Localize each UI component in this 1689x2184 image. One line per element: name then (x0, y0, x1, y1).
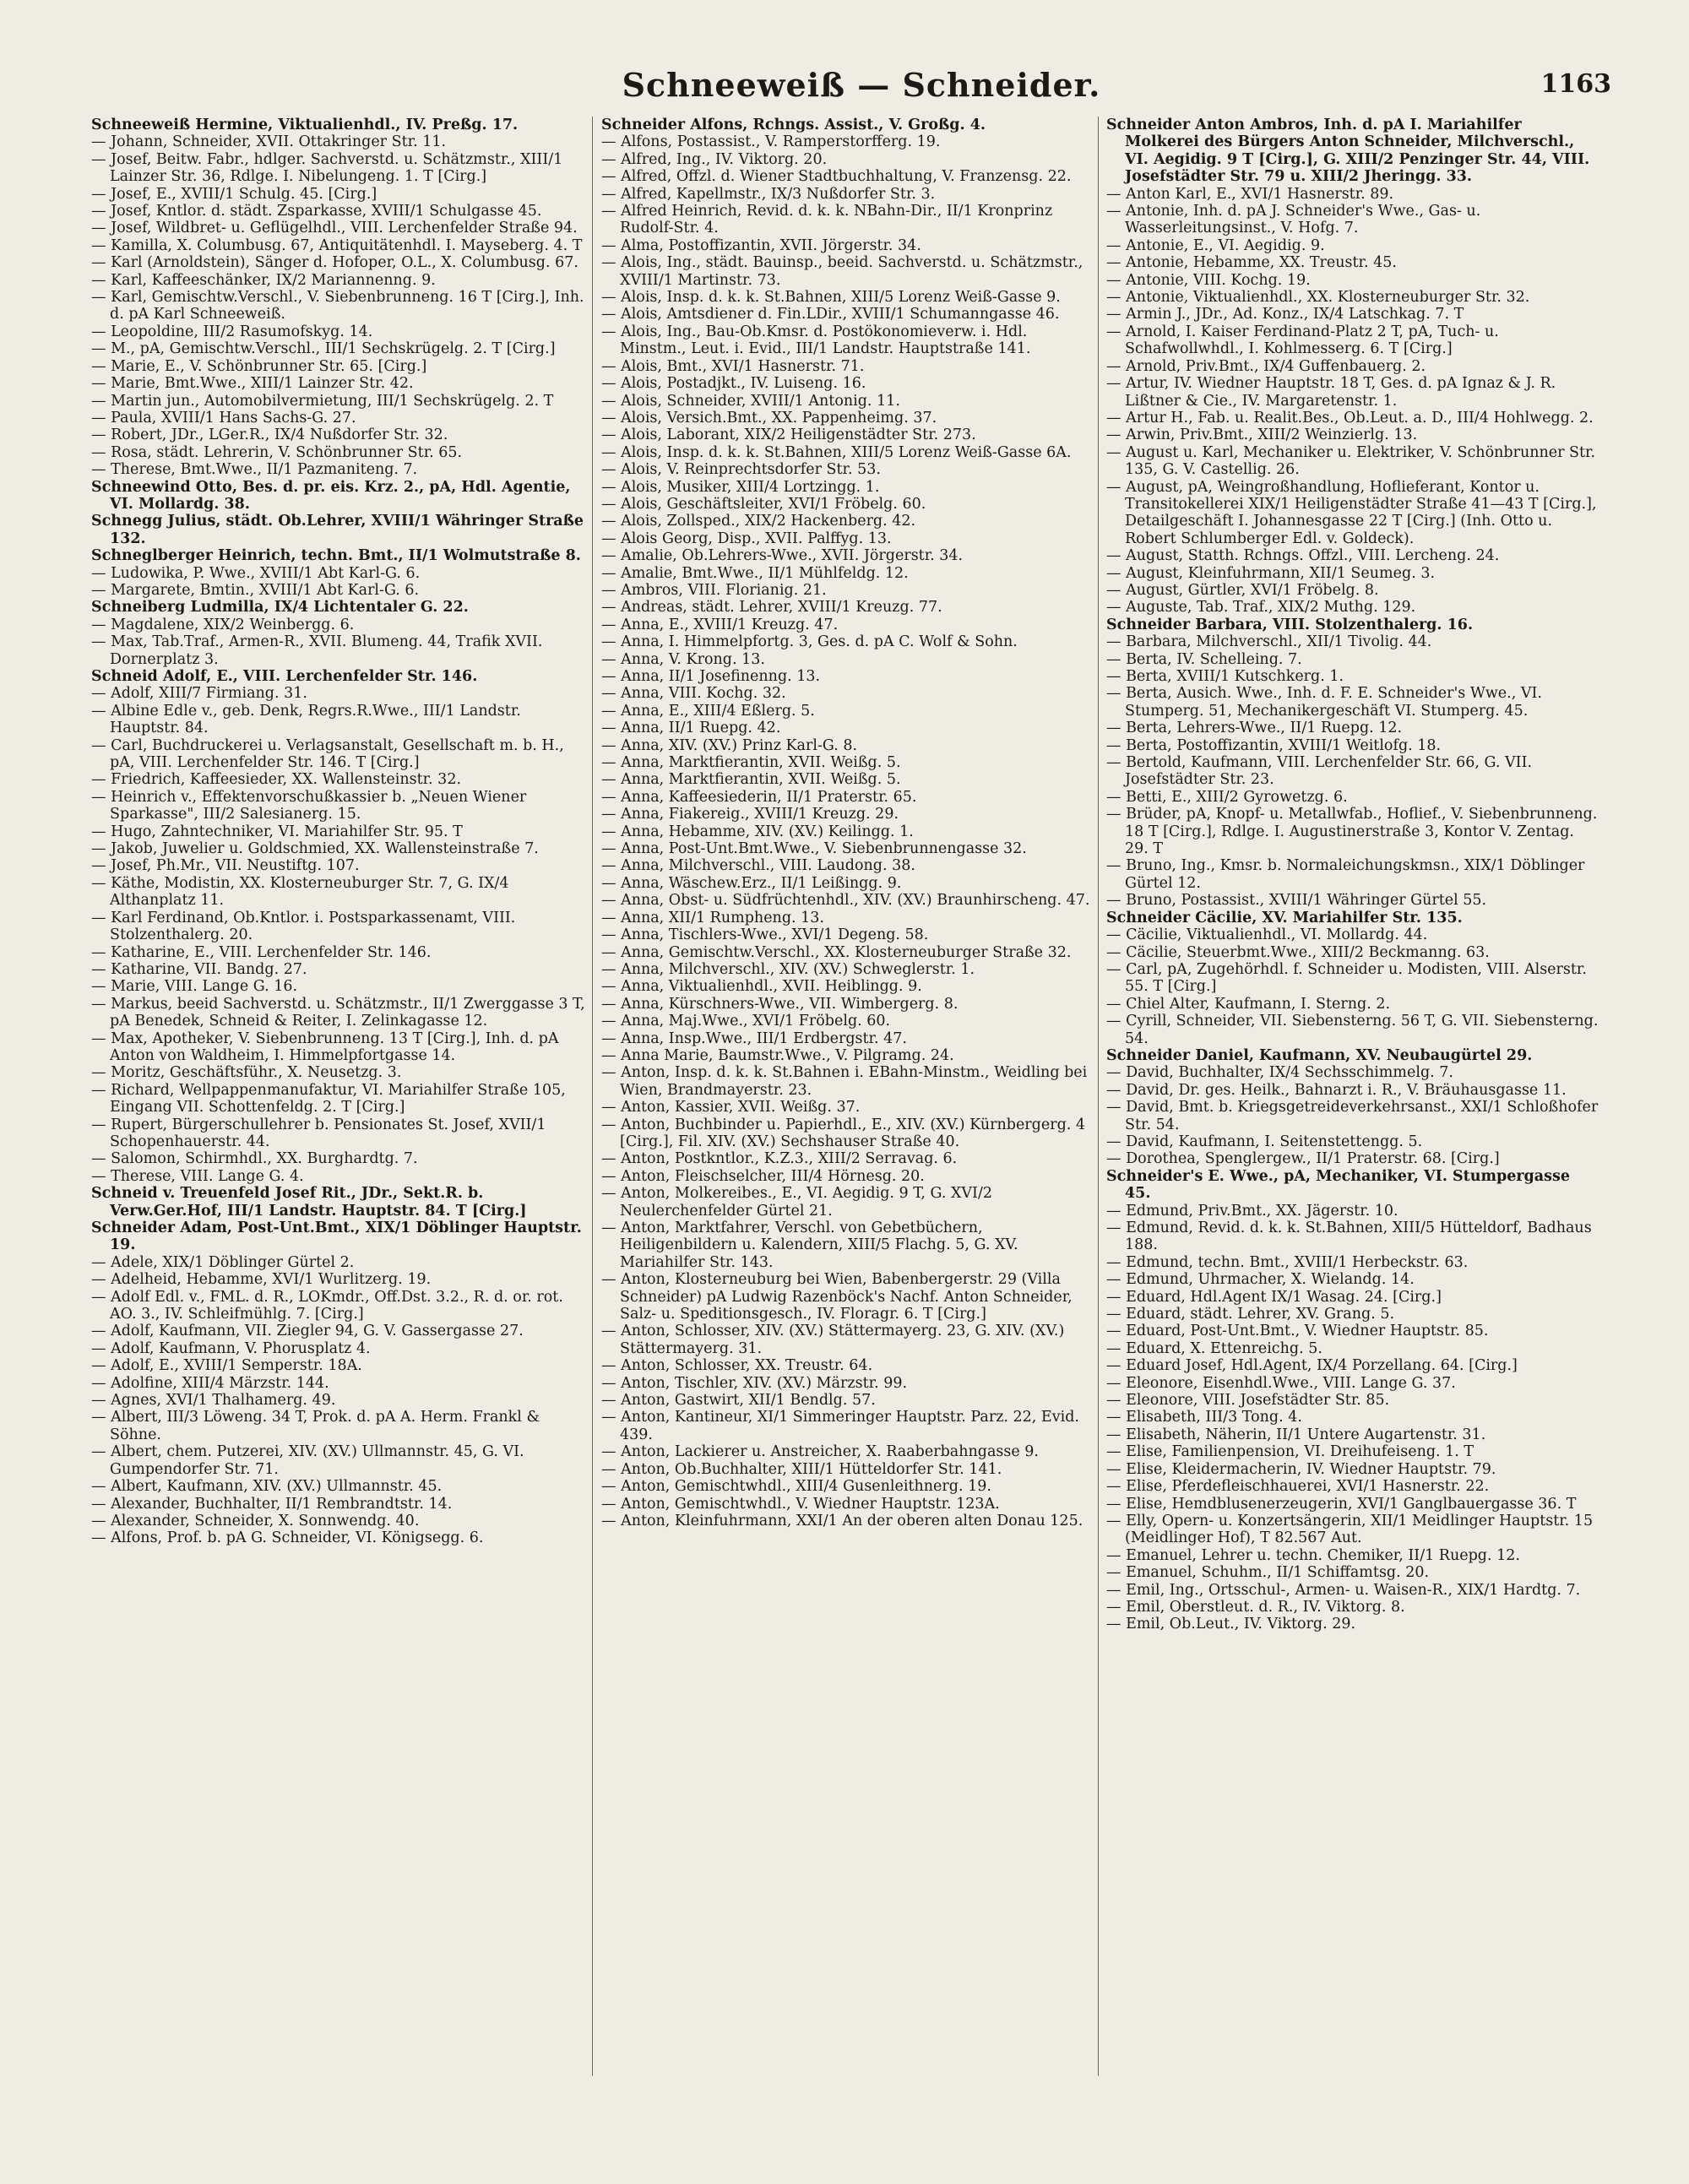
directory-entry: — Martin jun., Automobilvermietung, III/1 Sechskrügelg. 2. T (91, 392, 554, 410)
directory-entry: — Amalie, Ob.Lehrers-Wwe., XVII. Jörgerstr. 34. (601, 547, 964, 565)
directory-entry: — Artur H., Fab. u. Realit.Bes., Ob.Leut. a. D., III/4 Hohlwegg. 2. (1106, 409, 1594, 426)
directory-entry: — Antonie, Hebamme, XX. Treustr. 45. (1106, 254, 1397, 272)
directory-entry: — Anton, Postkntlor., K.Z.3., XIII/2 Serravag. 6. (601, 1150, 958, 1168)
directory-entry: — Alois, Bmt., XVI/1 Hasnerstr. 71. (601, 357, 865, 375)
directory-entry: — Elly, Opern- u. Konzertsängerin, XII/1 Meidlinger Hauptstr. 15 (Meidlinger Hof), T 82.567 Aut. (1106, 1512, 1594, 1547)
directory-entry: — Salomon, Schirmhdl., XX. Burghardtg. 7. (91, 1150, 418, 1168)
directory-entry: — Bertold, Kaufmann, VIII. Lerchenfelder Str. 66, G. VII. Josefstädter Str. 23. (1106, 754, 1533, 789)
directory-entry: — Anna Marie, Baumstr.Wwe., V. Pilgramg. 24. (601, 1046, 954, 1064)
directory-heading-entry: Schneider's E. Wwe., pA, Mechaniker, VI. Stumpergasse 45. (1106, 1167, 1570, 1203)
directory-heading-entry: Schnegg Julius, städt. Ob.Lehrer, XVIII/1 Währinger Straße 132. (91, 513, 584, 547)
directory-entry: — Adolf Edl. v., FML. d. R., LOKmdr., Off.Dst. 3.2., R. d. or. rot. AO. 3., IV. Schleifmühlg. 7. [Cirg.] (91, 1288, 563, 1323)
column-divider (592, 117, 593, 2076)
directory-entry: — Alois Georg, Disp., XVII. Palffyg. 13. (601, 530, 892, 547)
directory-entry: — Max, Apotheker, V. Siebenbrunneng. 13 T [Cirg.], Inh. d. pA Anton von Waldheim, I. Himmelpfortgasse 14. (91, 1030, 559, 1064)
directory-entry: — Carl, Buchdruckerei u. Verlagsanstalt, Gesellschaft m. b. H., pA, VIII. Lerchenfelder Str. 146. T [Cirg.] (91, 736, 564, 772)
directory-entry: — Anna, Marktfierantin, XVII. Weißg. 5. (601, 754, 901, 772)
directory-entry: — Hugo, Zahntechniker, VI. Mariahilfer Str. 95. T (91, 823, 463, 840)
directory-heading-entry: Schneewind Otto, Bes. d. pr. eis. Krz. 2., pA, Hdl. Agentie, VI. Mollardg. 38. (91, 478, 571, 513)
directory-entry: — Karl, Gemischtw.Verschl., V. Siebenbrunneng. 16 T [Cirg.], Inh. d. pA Karl Schneeweiß. (91, 289, 584, 323)
directory-entry: — Katharine, E., VIII. Lerchenfelder Str. 146. (91, 943, 432, 961)
directory-entry: — Alois, Schneider, XVIII/1 Antonig. 11. (601, 392, 900, 410)
directory-entry: — Adolf, XIII/7 Firmiang. 31. (91, 685, 307, 703)
column-divider (1098, 117, 1099, 2076)
directory-entry: — Alois, Ing., städt. Bauinsp., beeid. Sachverstd. u. Schätzmstr., XVIII/1 Martinstr. 73. (601, 254, 1083, 289)
directory-entry: — Friedrich, Kaffeesieder, XX. Wallensteinstr. 32. (91, 771, 462, 789)
directory-entry: — David, Bmt. b. Kriegsgetreideverkehrsanst., XXI/1 Schloßhofer Str. 54. (1106, 1099, 1599, 1133)
directory-entry: — Anna, Milchverschl., VIII. Laudong. 38. (601, 857, 915, 875)
directory-entry: — Karl (Arnoldstein), Sänger d. Hofoper, O.L., X. Columbusg. 67. (91, 254, 578, 272)
directory-entry: — Josef, Beitw. Fabr., hdlger. Sachverstd. u. Schätzmstr., XIII/1 Lainzer Str. 36, Rdlge. I. Nibelungeng. 1. T [Cirg.] (91, 150, 563, 186)
directory-entry: — Robert, JDr., LGer.R., IX/4 Nußdorfer Str. 32. (91, 426, 448, 444)
directory-entry: — Anton, Kantineur, XI/1 Simmeringer Hauptstr. Parz. 22, Evid. 439. (601, 1409, 1079, 1443)
directory-entry: — Cyrill, Schneider, VII. Siebensterng. 56 T, G. VII. Siebensterng. 54. (1106, 1013, 1599, 1047)
directory-entry: — Elise, Pferdefleischhauerei, XVI/1 Hasnerstr. 22. (1106, 1478, 1490, 1496)
directory-entry: — Chiel Alter, Kaufmann, I. Sterng. 2. (1106, 995, 1391, 1013)
directory-entry: — Anton, Insp. d. k. k. St.Bahnen i. EBahn-Minstm., Weidling bei Wien, Brandmayerstr. 23. (601, 1064, 1088, 1099)
directory-entry: — Adolf, Kaufmann, VII. Ziegler 94, G. V. Gassergasse 27. (91, 1323, 524, 1340)
directory-entry: — Magdalene, XIX/2 Weinbergg. 6. (91, 616, 355, 633)
directory-entry: — Anton, Schlosser, XX. Treustr. 64. (601, 1357, 873, 1375)
directory-entry: — August, Gürtler, XVI/1 Fröbelg. 8. (1106, 581, 1379, 599)
directory-entry: — Anna, XIV. (XV.) Prinz Karl-G. 8. (601, 736, 858, 754)
directory-entry: — Anna, Kürschners-Wwe., VII. Wimbergerg. 8. (601, 995, 959, 1013)
directory-entry: — Elise, Hemdblusenerzeugerin, XVI/1 Ganglbauergasse 36. T (1106, 1495, 1577, 1513)
directory-entry: — Arnold, I. Kaiser Ferdinand-Platz 2 T, pA, Tuch- u. Schafwollwhdl., I. Kohlmesserg. 6. T [Cirg.] (1106, 323, 1499, 358)
directory-entry: — Adelheid, Hebamme, XVI/1 Wurlitzerg. 19. (91, 1271, 432, 1289)
directory-entry: — Armin J., JDr., Ad. Konz., IX/4 Latschkag. 7. T (1106, 306, 1464, 323)
directory-entry: — Anton, Tischler, XIV. (XV.) Märzstr. 99. (601, 1374, 908, 1392)
directory-entry: — Johann, Schneider, XVII. Ottakringer Str. 11. (91, 133, 447, 151)
directory-entry: — Anton, Buchbinder u. Papierhdl., E., XIV. (XV.) Kürnbergerg. 4 [Cirg.], Fil. XIV. (XV.) Sechshauser Straße 40. (601, 1116, 1086, 1150)
directory-entry: — Anna, Hebamme, XIV. (XV.) Keilingg. 1. (601, 823, 914, 840)
directory-column-3 (1106, 117, 1600, 2084)
directory-entry: — Anton Karl, E., XVI/1 Hasnerstr. 89. (1106, 185, 1394, 203)
directory-entry: — Marie, VIII. Lange G. 16. (91, 978, 298, 996)
directory-entry: — Auguste, Tab. Traf., XIX/2 Muthg. 129. (1106, 599, 1416, 617)
directory-entry: — Anton, Gemischtwhdl., XIII/4 Gusenleithnerg. 19. (601, 1478, 991, 1496)
directory-heading-entry: Schneider Adam, Post-Unt.Bmt., XIX/1 Döblinger Hauptstr. 19. (91, 1220, 582, 1254)
directory-entry: — Rosa, städt. Lehrerin, V. Schönbrunner Str. 65. (91, 443, 463, 461)
directory-entry: — Andreas, städt. Lehrer, XVIII/1 Kreuzg. 77. (601, 599, 942, 617)
directory-entry: — Ambros, VIII. Florianig. 21. (601, 581, 827, 599)
directory-entry: — Berta, Lehrers-Wwe., II/1 Ruepg. 12. (1106, 720, 1403, 737)
directory-entry: — Alfred Heinrich, Revid. d. k. k. NBahn-Dir., II/1 Kronprinz Rudolf-Str. 4. (601, 203, 1053, 237)
directory-entry: — Antonie, Inh. d. pA J. Schneider's Wwe., Gas- u. Wasserleitungsinst., V. Hofg. 7. (1106, 203, 1481, 237)
directory-entry: — Heinrich v., Effektenvorschußkassier b. „Neuen Wiener Sparkasse", III/2 Salesianerg. 15. (91, 788, 527, 823)
directory-entry: — Amalie, Bmt.Wwe., II/1 Mühlfeldg. 12. (601, 564, 909, 582)
directory-entry: — Cäcilie, Viktualienhdl., VI. Mollardg. 44. (1106, 926, 1428, 944)
directory-entry: — August, Statth. Rchngs. Offzl., VIII. Lercheng. 24. (1106, 547, 1500, 565)
directory-entry: — Anna, E., XIII/4 Eßlerg. 5. (601, 702, 815, 720)
directory-entry: — M., pA, Gemischtw.Verschl., III/1 Sechskrügelg. 2. T [Cirg.] (91, 340, 556, 358)
directory-entry: — Emanuel, Schuhm., II/1 Schiffamtsg. 20. (1106, 1564, 1430, 1582)
directory-entry: — Therese, VIII. Lange G. 4. (91, 1167, 304, 1185)
directory-entry: — Rupert, Bürgerschullehrer b. Pensionates St. Josef, XVII/1 Schopenhauerstr. 44. (91, 1116, 546, 1150)
directory-entry: — David, Dr. ges. Heilk., Bahnarzt i. R., V. Bräuhausgasse 11. (1106, 1081, 1567, 1099)
page-number: 1163 (1540, 69, 1611, 99)
directory-entry: — Max, Tab.Traf., Armen-R., XVII. Blumeng. 44, Trafik XVII. Dornerplatz 3. (91, 633, 543, 668)
directory-column-2 (601, 117, 1095, 2084)
directory-column-1 (91, 117, 585, 2084)
directory-entry: — Antonie, Viktualienhdl., XX. Klosterneuburger Str. 32. (1106, 289, 1530, 307)
directory-entry: — Alfred, Kapellmstr., IX/3 Nußdorfer Str. 3. (601, 185, 936, 203)
directory-entry: — Anna, XII/1 Rumpheng. 13. (601, 909, 824, 926)
directory-entry: — Alma, Postoffizantin, XVII. Jörgerstr. 34. (601, 236, 921, 254)
directory-entry: — Alexander, Buchhalter, II/1 Rembrandtstr. 14. (91, 1495, 453, 1513)
directory-entry: — Agnes, XVI/1 Thalhamerg. 49. (91, 1392, 336, 1410)
directory-entry: — David, Kaufmann, I. Seitenstettengg. 5. (1106, 1133, 1423, 1150)
directory-entry: — Alois, Insp. d. k. k. St.Bahnen, XIII/5 Lorenz Weiß-Gasse 6A. (601, 443, 1072, 461)
directory-entry: — Emil, Ing., Ortsschul-, Armen- u. Waisen-R., XIX/1 Hardtg. 7. (1106, 1581, 1581, 1599)
directory-entry: — Emil, Ob.Leut., IV. Viktorg. 29. (1106, 1616, 1356, 1633)
directory-entry: — Adolfine, XIII/4 Märzstr. 144. (91, 1374, 329, 1392)
directory-entry: — Josef, Kntlor. d. städt. Zsparkasse, XVIII/1 Schulgasse 45. (91, 203, 542, 220)
directory-entry: — Berta, XVIII/1 Kutschkerg. 1. (1106, 668, 1344, 685)
directory-entry: — Brüder, pA, Knopf- u. Metallwfab., Hoflief., V. Siebenbrunneng. 18 T [Cirg.], Rdlge. I. Augustinerstraße 3, Kontor V. Zentag. 29. T (1106, 806, 1598, 858)
directory-entry: — Paula, XVIII/1 Hans Sachs-G. 27. (91, 409, 356, 426)
directory-entry: — Markus, beeid Sachverstd. u. Schätzmstr., II/1 Zwerggasse 3 T, pA Benedek, Schneid & Reiter, I. Zelinkagasse 12. (91, 995, 585, 1030)
page-header (93, 66, 1630, 108)
directory-entry: — Eduard Josef, Hdl.Agent, IX/4 Porzellang. 64. [Cirg.] (1106, 1357, 1518, 1375)
directory-entry: — Katharine, VII. Bandg. 27. (91, 960, 307, 978)
directory-entry: — Bruno, Ing., Kmsr. b. Normaleichungskmsn., XIX/1 Döblinger Gürtel 12. (1106, 857, 1585, 892)
directory-entry: — Anna, Milchverschl., XIV. (XV.) Schweglerstr. 1. (601, 960, 975, 978)
directory-entry: — Anna, Maj.Wwe., XVI/1 Fröbelg. 60. (601, 1013, 891, 1030)
directory-entry: — Edmund, Revid. d. k. k. St.Bahnen, XIII/5 Hütteldorf, Badhaus 188. (1106, 1220, 1592, 1254)
directory-heading-entry: Schneider Alfons, Rchngs. Assist., V. Großg. 4. (601, 117, 986, 133)
directory-entry: — Anna, Viktualienhdl., XVII. Heiblingg. 9. (601, 978, 922, 996)
directory-heading-entry: Schneid v. Treuenfeld Josef Rit., JDr., Sekt.R. b. Verw.Ger.Hof, III/1 Landstr. Hauptstr. 84. T [Cirg.] (91, 1185, 527, 1220)
directory-entry: — Anna, Tischlers-Wwe., XVI/1 Degeng. 58. (601, 926, 929, 944)
directory-entry: — Alois, Versich.Bmt., XX. Pappenheimg. 37. (601, 409, 937, 426)
directory-entry: — Marie, Bmt.Wwe., XIII/1 Lainzer Str. 42. (91, 375, 414, 393)
directory-entry: — Anton, Gemischtwhdl., V. Wiedner Hauptstr. 123A. (601, 1495, 1000, 1513)
directory-entry: — Margarete, Bmtin., XVIII/1 Abt Karl-G. 6. (91, 581, 420, 599)
directory-entry: — Anna, Obst- u. Südfrüchtenhdl., XIV. (XV.) Braunhirscheng. 47. (601, 892, 1090, 910)
directory-entry: — Anna, Gemischtw.Verschl., XX. Klosterneuburger Straße 32. (601, 943, 1072, 961)
directory-entry: — August u. Karl, Mechaniker u. Elektriker, V. Schönbrunner Str. 135, G. V. Castellig. 26. (1106, 443, 1596, 479)
directory-entry: — Anton, Marktfahrer, Verschl. von Gebetbüchern, Heiligenbildern u. Kalendern, XIII/5 Flachg. 5, G. XV. Mariahilfer Str. 143. (601, 1220, 1018, 1271)
directory-entry: — Emil, Oberstleut. d. R., IV. Viktorg. 8. (1106, 1598, 1405, 1616)
directory-entry: — Anna, Insp.Wwe., III/1 Erdbergstr. 47. (601, 1030, 907, 1047)
directory-entry: — Alois, Zollsped., XIX/2 Hackenberg. 42. (601, 513, 916, 530)
directory-entry: — Albert, III/3 Löweng. 34 T, Prok. d. pA A. Herm. Frankl & Söhne. (91, 1409, 540, 1443)
directory-entry: — Eleonore, Eisenhdl.Wwe., VIII. Lange G. 37. (1106, 1374, 1456, 1392)
directory-entry: — Antonie, VIII. Kochg. 19. (1106, 271, 1311, 289)
directory-entry: — Anton, Ob.Buchhalter, XIII/1 Hütteldorfer Str. 141. (601, 1460, 1002, 1478)
directory-entry: — Barbara, Milchverschl., XII/1 Tivolig. 44. (1106, 633, 1432, 651)
directory-entry: — Cäcilie, Steuerbmt.Wwe., XIII/2 Beckmanng. 63. (1106, 943, 1490, 961)
directory-entry: — Alois, Laborant, XIX/2 Heiligenstädter Str. 273. (601, 426, 976, 444)
directory-heading-entry: Schneider Anton Ambros, Inh. d. pA I. Mariahilfer Molkerei des Bürgers Anton Schneider, Milchverschl., VI. Aegidig. 9 T [Cirg.], G. XIII/2 Penzinger Str. 44, VIII. Josefstädter Str. 79 u. XIII/2 Jheringg. 33. (1106, 117, 1590, 186)
directory-heading-entry: Schneid Adolf, E., VIII. Lerchenfelder Str. 146. (91, 668, 478, 685)
directory-entry: — Moritz, Geschäftsführ., X. Neusetzg. 3. (91, 1064, 402, 1082)
directory-entry: — Adolf, Kaufmann, V. Phorusplatz 4. (91, 1339, 371, 1357)
directory-heading-entry: Schneiberg Ludmilla, IX/4 Lichtentaler G. 22. (91, 599, 469, 617)
directory-entry: — Anna, E., XVIII/1 Kreuzg. 47. (601, 616, 839, 633)
directory-entry: — Alois, Postadjkt., IV. Luiseng. 16. (601, 375, 866, 393)
directory-entry: — Artur, IV. Wiedner Hauptstr. 18 T, Ges. d. pA Ignaz & J. R. Lißtner & Cie., IV. Margaretenstr. 1. (1106, 375, 1556, 410)
directory-entry: — Josef, Ph.Mr., VII. Neustiftg. 107. (91, 857, 360, 875)
directory-heading-entry: Schneglberger Heinrich, techn. Bmt., II/1 Wolmutstraße 8. (91, 547, 581, 565)
directory-heading-entry: Schneider Daniel, Kaufmann, XV. Neubaugürtel 29. (1106, 1046, 1533, 1064)
directory-entry: — Anton, Molkereibes., E., VI. Aegidig. 9 T, G. XVI/2 Neulerchenfelder Gürtel 21. (601, 1185, 992, 1220)
directory-entry: — Leopoldine, III/2 Rasumofskyg. 14. (91, 323, 373, 340)
directory-entry: — Anna, I. Himmelpfortg. 3, Ges. d. pA C. Wolf & Sohn. (601, 633, 1018, 651)
directory-entry: — Alois, Geschäftsleiter, XVI/1 Fröbelg. 60. (601, 495, 926, 513)
directory-entry: — Dorothea, Spenglergew., II/1 Praterstr. 68. [Cirg.] (1106, 1150, 1500, 1168)
directory-entry: — Karl, Kaffeeschänker, IX/2 Mariannenng. 9. (91, 271, 436, 289)
directory-entry: — Adolf, E., XVIII/1 Semperstr. 18A. (91, 1357, 362, 1375)
directory-entry: — Alfred, Offzl. d. Wiener Stadtbuchhaltung, V. Franzensg. 22. (601, 168, 1072, 186)
directory-entry: — Anna, II/1 Josefinenng. 13. (601, 668, 821, 685)
directory-entry: — Josef, Wildbret- u. Geflügelhdl., VIII. Lerchenfelder Straße 94. (91, 220, 578, 237)
directory-entry: — Anna, V. Krong. 13. (601, 650, 765, 668)
directory-entry: — Anna, Post-Unt.Bmt.Wwe., V. Siebenbrunnengasse 32. (601, 840, 1027, 858)
directory-entry: — Alois, V. Reinprechtsdorfer Str. 53. (601, 461, 881, 479)
directory-entry: — Eleonore, VIII. Josefstädter Str. 85. (1106, 1392, 1390, 1410)
directory-entry: — Alexander, Schneider, X. Sonnwendg. 40. (91, 1512, 420, 1529)
directory-entry: — Alfred, Ing., IV. Viktorg. 20. (601, 150, 828, 168)
directory-entry: — Anna, II/1 Ruepg. 42. (601, 720, 781, 737)
directory-entry: — Käthe, Modistin, XX. Klosterneuburger Str. 7, G. IX/4 Althanplatz 11. (91, 874, 509, 910)
directory-entry: — Elisabeth, Näherin, II/1 Untere Augartenstr. 31. (1106, 1426, 1486, 1443)
directory-entry: — Alois, Insp. d. k. k. St.Bahnen, XIII/5 Lorenz Weiß-Gasse 9. (601, 289, 1061, 307)
directory-entry: — Albert, Kaufmann, XIV. (XV.) Ullmannstr. 45. (91, 1478, 443, 1496)
running-title: Schneeweiß — Schneider. (622, 66, 1101, 104)
directory-entry: — Alois, Ing., Bau-Ob.Kmsr. d. Postökonomieverw. i. Hdl. Minstm., Leut. i. Evid., III/1 Landstr. Hauptstraße 141. (601, 323, 1031, 358)
directory-entry: — Anna, Wäschew.Erz., II/1 Leißingg. 9. (601, 874, 902, 892)
directory-entry: — Anna, Fiakereig., XVIII/1 Kreuzg. 29. (601, 806, 899, 823)
directory-entry: — Arwin, Priv.Bmt., XIII/2 Weinzierlg. 13. (1106, 426, 1418, 444)
directory-entry: — David, Buchhalter, IX/4 Sechsschimmelg. 7. (1106, 1064, 1453, 1082)
directory-entry: — Eduard, X. Ettenreichg. 5. (1106, 1339, 1322, 1357)
directory-entry: — Emanuel, Lehrer u. techn. Chemiker, II/1 Ruepg. 12. (1106, 1546, 1520, 1564)
directory-entry: — Berta, IV. Schelleing. 7. (1106, 650, 1302, 668)
directory-entry: — Anna, VIII. Kochg. 32. (601, 685, 786, 703)
directory-entry: — Richard, Wellpappenmanufaktur, VI. Mariahilfer Straße 105, Eingang VII. Schottenfeldg. 2. T [Cirg.] (91, 1081, 566, 1116)
directory-entry: — Adele, XIX/1 Döblinger Gürtel 2. (91, 1253, 355, 1271)
directory-entry: — Elise, Familienpension, VI. Dreihufeiseng. 1. T (1106, 1443, 1474, 1461)
directory-entry: — Eduard, städt. Lehrer, XV. Grang. 5. (1106, 1306, 1395, 1323)
directory-entry: — Edmund, Uhrmacher, X. Wielandg. 14. (1106, 1271, 1415, 1289)
directory-entry: — Josef, E., XVIII/1 Schulg. 45. [Cirg.] (91, 185, 377, 203)
directory-entry: — Anton, Klosterneuburg bei Wien, Babenbergerstr. 29 (Villa Schneider) pA Ludwig Razenböck's Nachf. Anton Schneider, Salz- u. Speditionsgesch., IV. Floragr. 6. T [Cirg.] (601, 1271, 1073, 1323)
directory-entry: — Berta, Postoffizantin, XVIII/1 Weitlofg. 18. (1106, 736, 1442, 754)
directory-entry: — Carl, pA, Zugehörhdl. f. Schneider u. Modisten, VIII. Alserstr. 55. T [Cirg.] (1106, 960, 1587, 996)
directory-entry: — Arnold, Priv.Bmt., IX/4 Guffenbauerg. 2. (1106, 357, 1426, 375)
directory-heading-entry: Schneeweiß Hermine, Viktualienhdl., IV. Preßg. 17. (91, 117, 519, 133)
directory-entry: — Anton, Kleinfuhrmann, XXI/1 An der oberen alten Donau 125. (601, 1512, 1083, 1529)
directory-entry: — Eduard, Hdl.Agent IX/1 Wasag. 24. [Cirg.] (1106, 1288, 1442, 1306)
directory-heading-entry: Schneider Barbara, VIII. Stolzenthalerg. 16. (1106, 616, 1474, 633)
directory-entry: — Anton, Fleischselcher, III/4 Hörnesg. 20. (601, 1167, 925, 1185)
directory-entry: — Elisabeth, III/3 Tong. 4. (1106, 1409, 1302, 1426)
directory-entry: — August, pA, Weingroßhandlung, Hoflieferant, Kontor u. Transitokellerei XIX/1 Heiligenstädter Straße 41—43 T [Cirg.], Detailgeschäft I. Johannesgasse 22 T [Cirg.] (Inh. Otto u. Robert Schlumberger Edl. v. Goldeck). (1106, 478, 1597, 547)
directory-entry: — Marie, E., V. Schönbrunner Str. 65. [Cirg.] (91, 357, 427, 375)
directory-entry: — Jakob, Juwelier u. Goldschmied, XX. Wallensteinstraße 7. (91, 840, 539, 858)
directory-heading-entry: Schneider Cäcilie, XV. Mariahilfer Str. 135. (1106, 909, 1463, 926)
directory-entry: — Therese, Bmt.Wwe., II/1 Pazmaniteng. 7. (91, 461, 418, 479)
directory-entry: — Alois, Musiker, XIII/4 Lortzingg. 1. (601, 478, 880, 496)
directory-entry: — Antonie, E., VI. Aegidig. 9. (1106, 236, 1325, 254)
directory-entry: — Kamilla, X. Columbusg. 67, Antiquitätenhdl. I. Mayseberg. 4. T (91, 236, 583, 254)
directory-entry: — Betti, E., XIII/2 Gyrowetzg. 6. (1106, 788, 1348, 806)
directory-entry: — Anton, Gastwirt, XII/1 Bendlg. 57. (601, 1392, 876, 1410)
directory-entry: — Albert, chem. Putzerei, XIV. (XV.) Ullmannstr. 45, G. VI. Gumpendorfer Str. 71. (91, 1443, 524, 1478)
directory-entry: — Anna, Kaffeesiederin, II/1 Praterstr. 65. (601, 788, 917, 806)
directory-entry: — Elise, Kleidermacherin, IV. Wiedner Hauptstr. 79. (1106, 1460, 1496, 1478)
directory-entry: — Anna, Marktfierantin, XVII. Weißg. 5. (601, 771, 901, 789)
directory-entry: — Albine Edle v., geb. Denk, Regrs.R.Wwe., III/1 Landstr. Hauptstr. 84. (91, 702, 521, 737)
directory-entry: — Ludowika, P. Wwe., XVIII/1 Abt Karl-G. 6. (91, 564, 421, 582)
directory-entry: — Alfons, Prof. b. pA G. Schneider, VI. Königsegg. 6. (91, 1529, 484, 1547)
directory-entry: — Alfons, Postassist., V. Ramperstorfferg. 19. (601, 133, 941, 151)
directory-entry: — Eduard, Post-Unt.Bmt., V. Wiedner Hauptstr. 85. (1106, 1323, 1489, 1340)
directory-entry: — Anton, Kassier, XVII. Weißg. 37. (601, 1099, 861, 1116)
directory-entry: — Bruno, Postassist., XVIII/1 Währinger Gürtel 55. (1106, 892, 1487, 910)
directory-entry: — Edmund, Priv.Bmt., XX. Jägerstr. 10. (1106, 1202, 1398, 1220)
directory-entry: — Karl Ferdinand, Ob.Kntlor. i. Postsparkassenamt, VIII. Stolzenthalerg. 20. (91, 909, 516, 944)
directory-entry: — August, Kleinfuhrmann, XII/1 Seumeg. 3. (1106, 564, 1436, 582)
directory-entry: — Anton, Schlosser, XIV. (XV.) Stättermayerg. 23, G. XIV. (XV.) Stättermayerg. 31. (601, 1323, 1065, 1357)
directory-entry: — Edmund, techn. Bmt., XVIII/1 Herbeckstr. 63. (1106, 1253, 1469, 1271)
directory-entry: — Alois, Amtsdiener d. Fin.LDir., XVIII/1 Schumanngasse 46. (601, 306, 1060, 323)
directory-entry: — Anton, Lackierer u. Anstreicher, X. Raaberbahngasse 9. (601, 1443, 1039, 1461)
directory-entry: — Berta, Ausich. Wwe., Inh. d. F. E. Schneider's Wwe., VI. Stumperg. 51, Mechanikergeschäft VI. Stumperg. 45. (1106, 685, 1542, 720)
